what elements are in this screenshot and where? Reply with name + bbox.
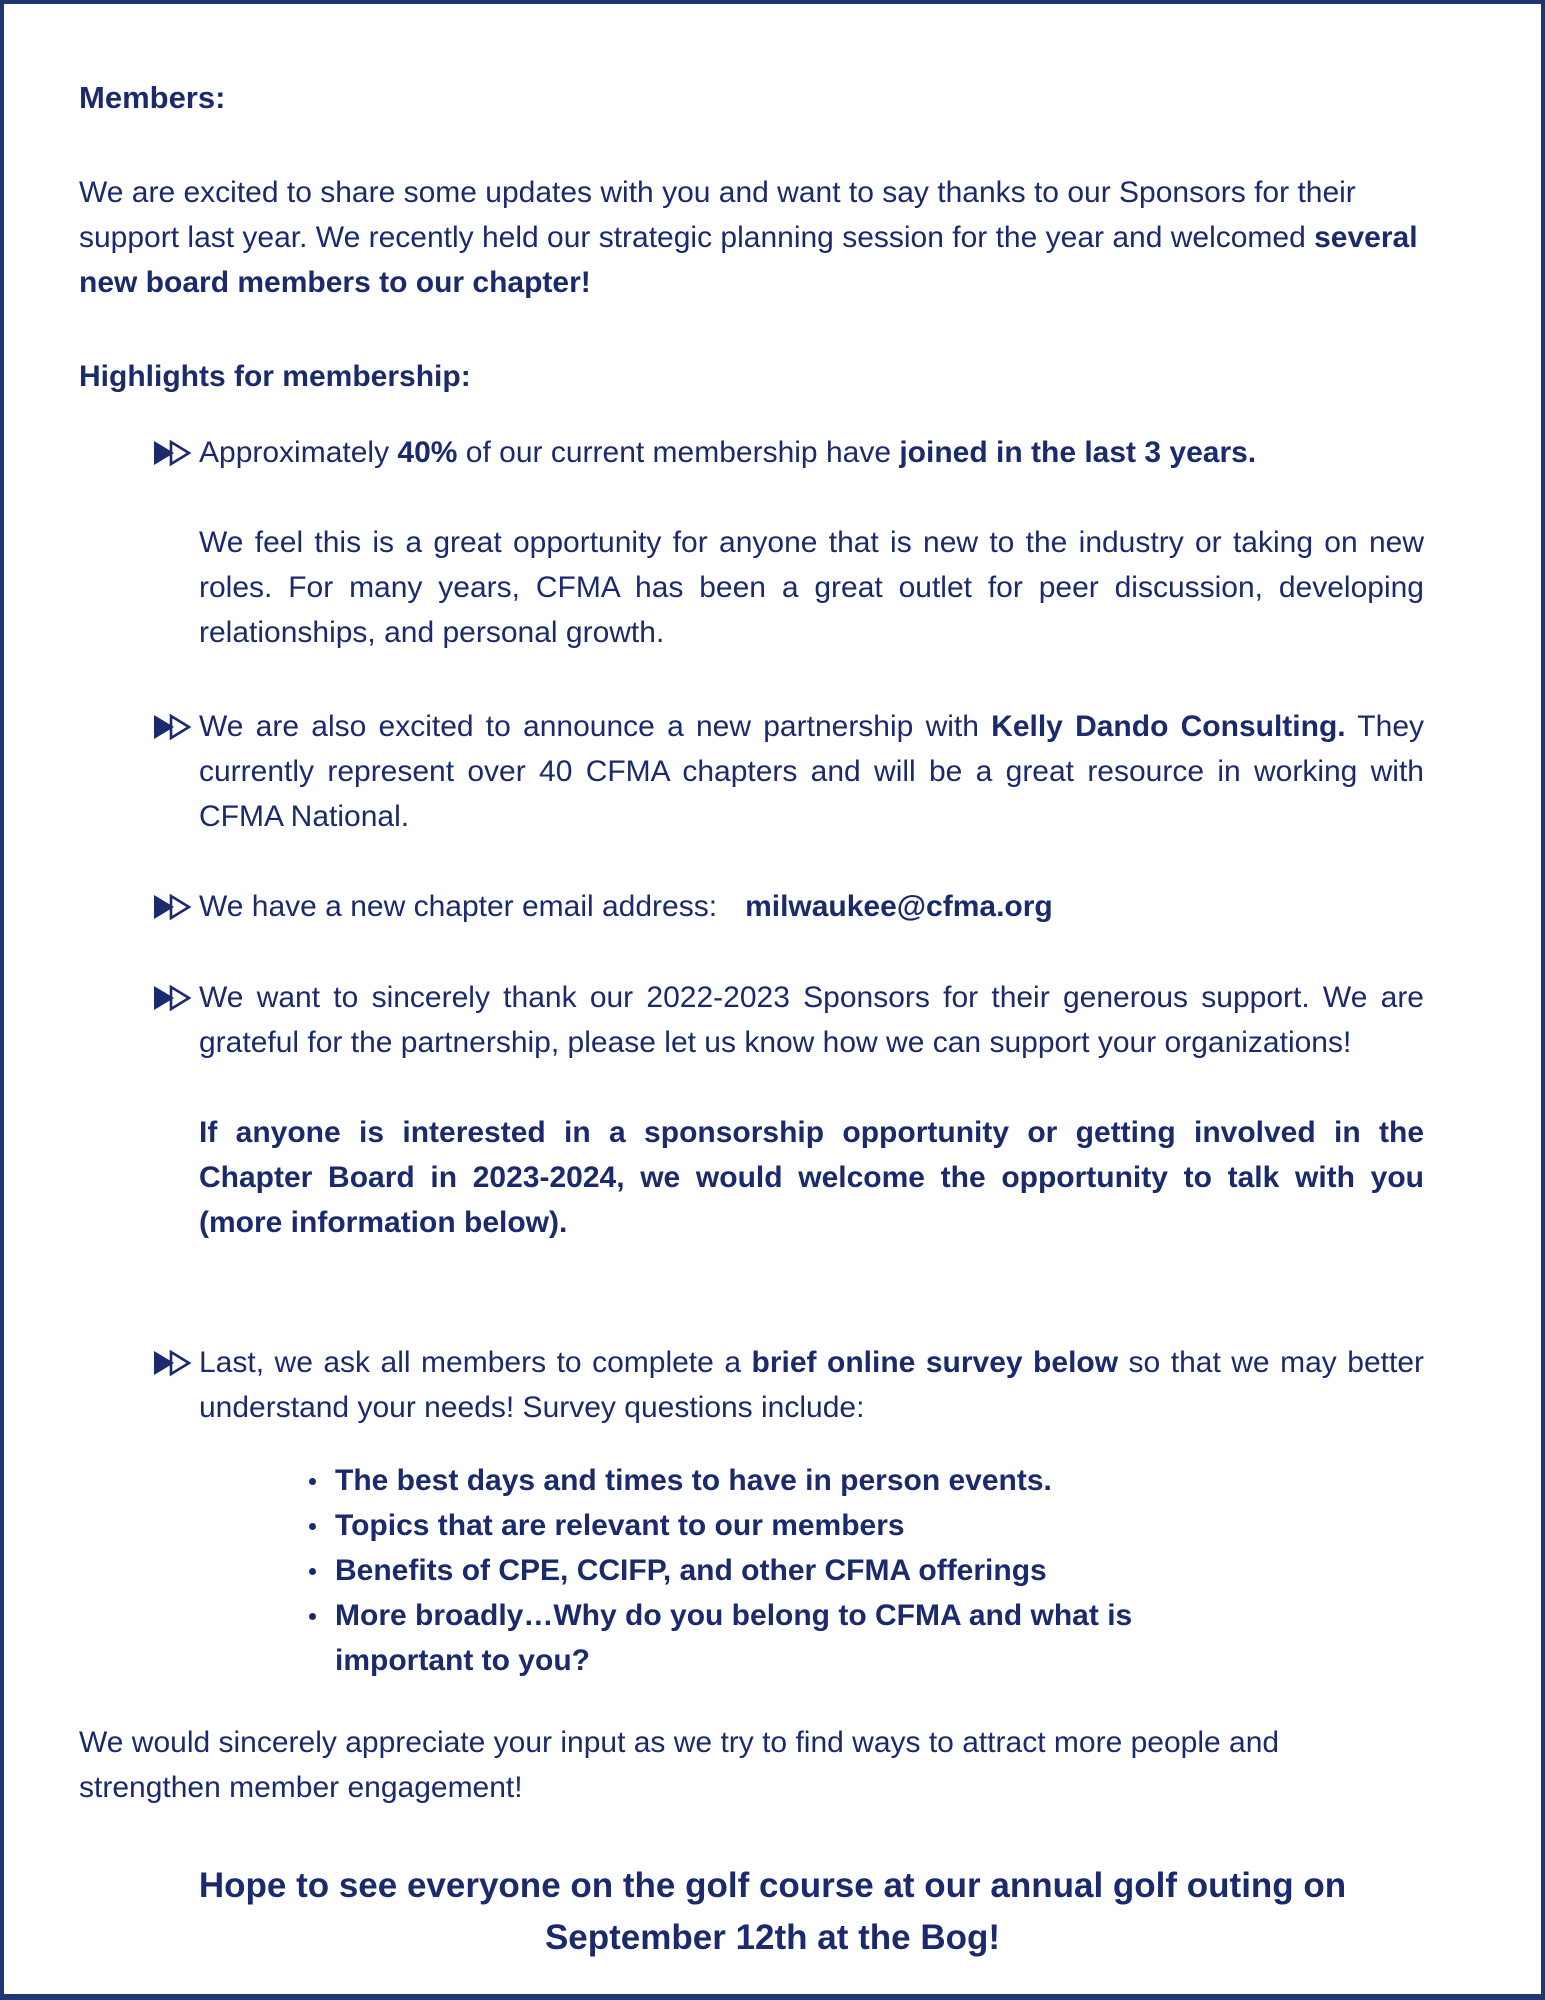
intro-paragraph: [79, 170, 1424, 305]
bold-fragment: 40%: [397, 436, 458, 469]
members-heading: Members:: [79, 80, 226, 115]
bullet-survey-text: [199, 1340, 1424, 1430]
survey-questions-list: [300, 1458, 1280, 1683]
bold-fragment: joined in the last 3 years.: [899, 436, 1257, 469]
opportunity-paragraph: We feel this is a great opportunity for anyone that is new to the industry or taking on new roles. For many years, CFMA has been a great outlet for peer discussion, developing relationships, and personal growth.: [199, 526, 1424, 649]
text-fragment: of our current membership have: [457, 436, 900, 469]
bullet-membership-text: [199, 430, 1424, 655]
text-fragment: Last, we ask all members to complete a: [199, 1346, 752, 1379]
text-fragment: We have a new chapter email address:: [199, 890, 718, 923]
bullet-email-text: [199, 884, 1424, 929]
list-item: More broadly…Why do you belong to CFMA and what is important to you?: [300, 1593, 1235, 1683]
intro-text: We are excited to share some updates with you and want to say thanks to our Sponsors for their support last year. We recently held our strategic planning session for the year and welcomed: [79, 176, 1356, 254]
closing-paragraph: We would sincerely appreciate your input as we try to find ways to attract more people and strengthen member engagement!: [79, 1726, 1280, 1804]
sponsorship-invite: If anyone is interested in a sponsorship opportunity or getting involved in the Chapter Board in 2023-2024, we would welcome the opportunity to talk with you (more information below).: [199, 1116, 1424, 1239]
sponsors-paragraph: We want to sincerely thank our 2022-2023 Sponsors for their generous support. We are grateful for the partnership, please let us know how we can support your organizations!: [199, 981, 1424, 1059]
double-arrow-icon: [152, 713, 196, 741]
bullet-sponsors-text: [199, 975, 1424, 1245]
double-arrow-icon: [152, 439, 196, 467]
signoff-text: Hope to see everyone on the golf course at our annual golf outing on September 12th at the Bog!: [198, 1866, 1347, 1957]
double-arrow-icon: [152, 893, 196, 921]
double-arrow-icon: [152, 984, 196, 1012]
list-item: The best days and times to have in person events.: [300, 1458, 1280, 1503]
text-fragment: Approximately: [199, 436, 398, 469]
list-item: Topics that are relevant to our members: [300, 1503, 1280, 1548]
double-arrow-icon: [152, 1349, 196, 1377]
survey-link[interactable]: brief online survey below: [751, 1346, 1119, 1379]
text-fragment: We are also excited to announce a new partnership with: [199, 710, 992, 743]
list-item: Benefits of CPE, CCIFP, and other CFMA offerings: [300, 1548, 1280, 1593]
highlights-title: Highlights for membership:: [79, 360, 471, 393]
golf-outing-signoff: [0, 1860, 1545, 1964]
text-fragment: They currently represent over 40 CFMA chapters and will be a great resource in working with CFMA National.: [199, 710, 1425, 833]
text-fragment: so that we may better understand your needs! Survey questions include:: [199, 1346, 1424, 1424]
chapter-email-link[interactable]: milwaukee@cfma.org: [745, 890, 1053, 923]
partner-name: Kelly Dando Consulting.: [991, 710, 1346, 743]
bullet-partnership-text: [199, 704, 1424, 839]
intro-bold: several new board members to our chapter!: [79, 221, 1418, 299]
